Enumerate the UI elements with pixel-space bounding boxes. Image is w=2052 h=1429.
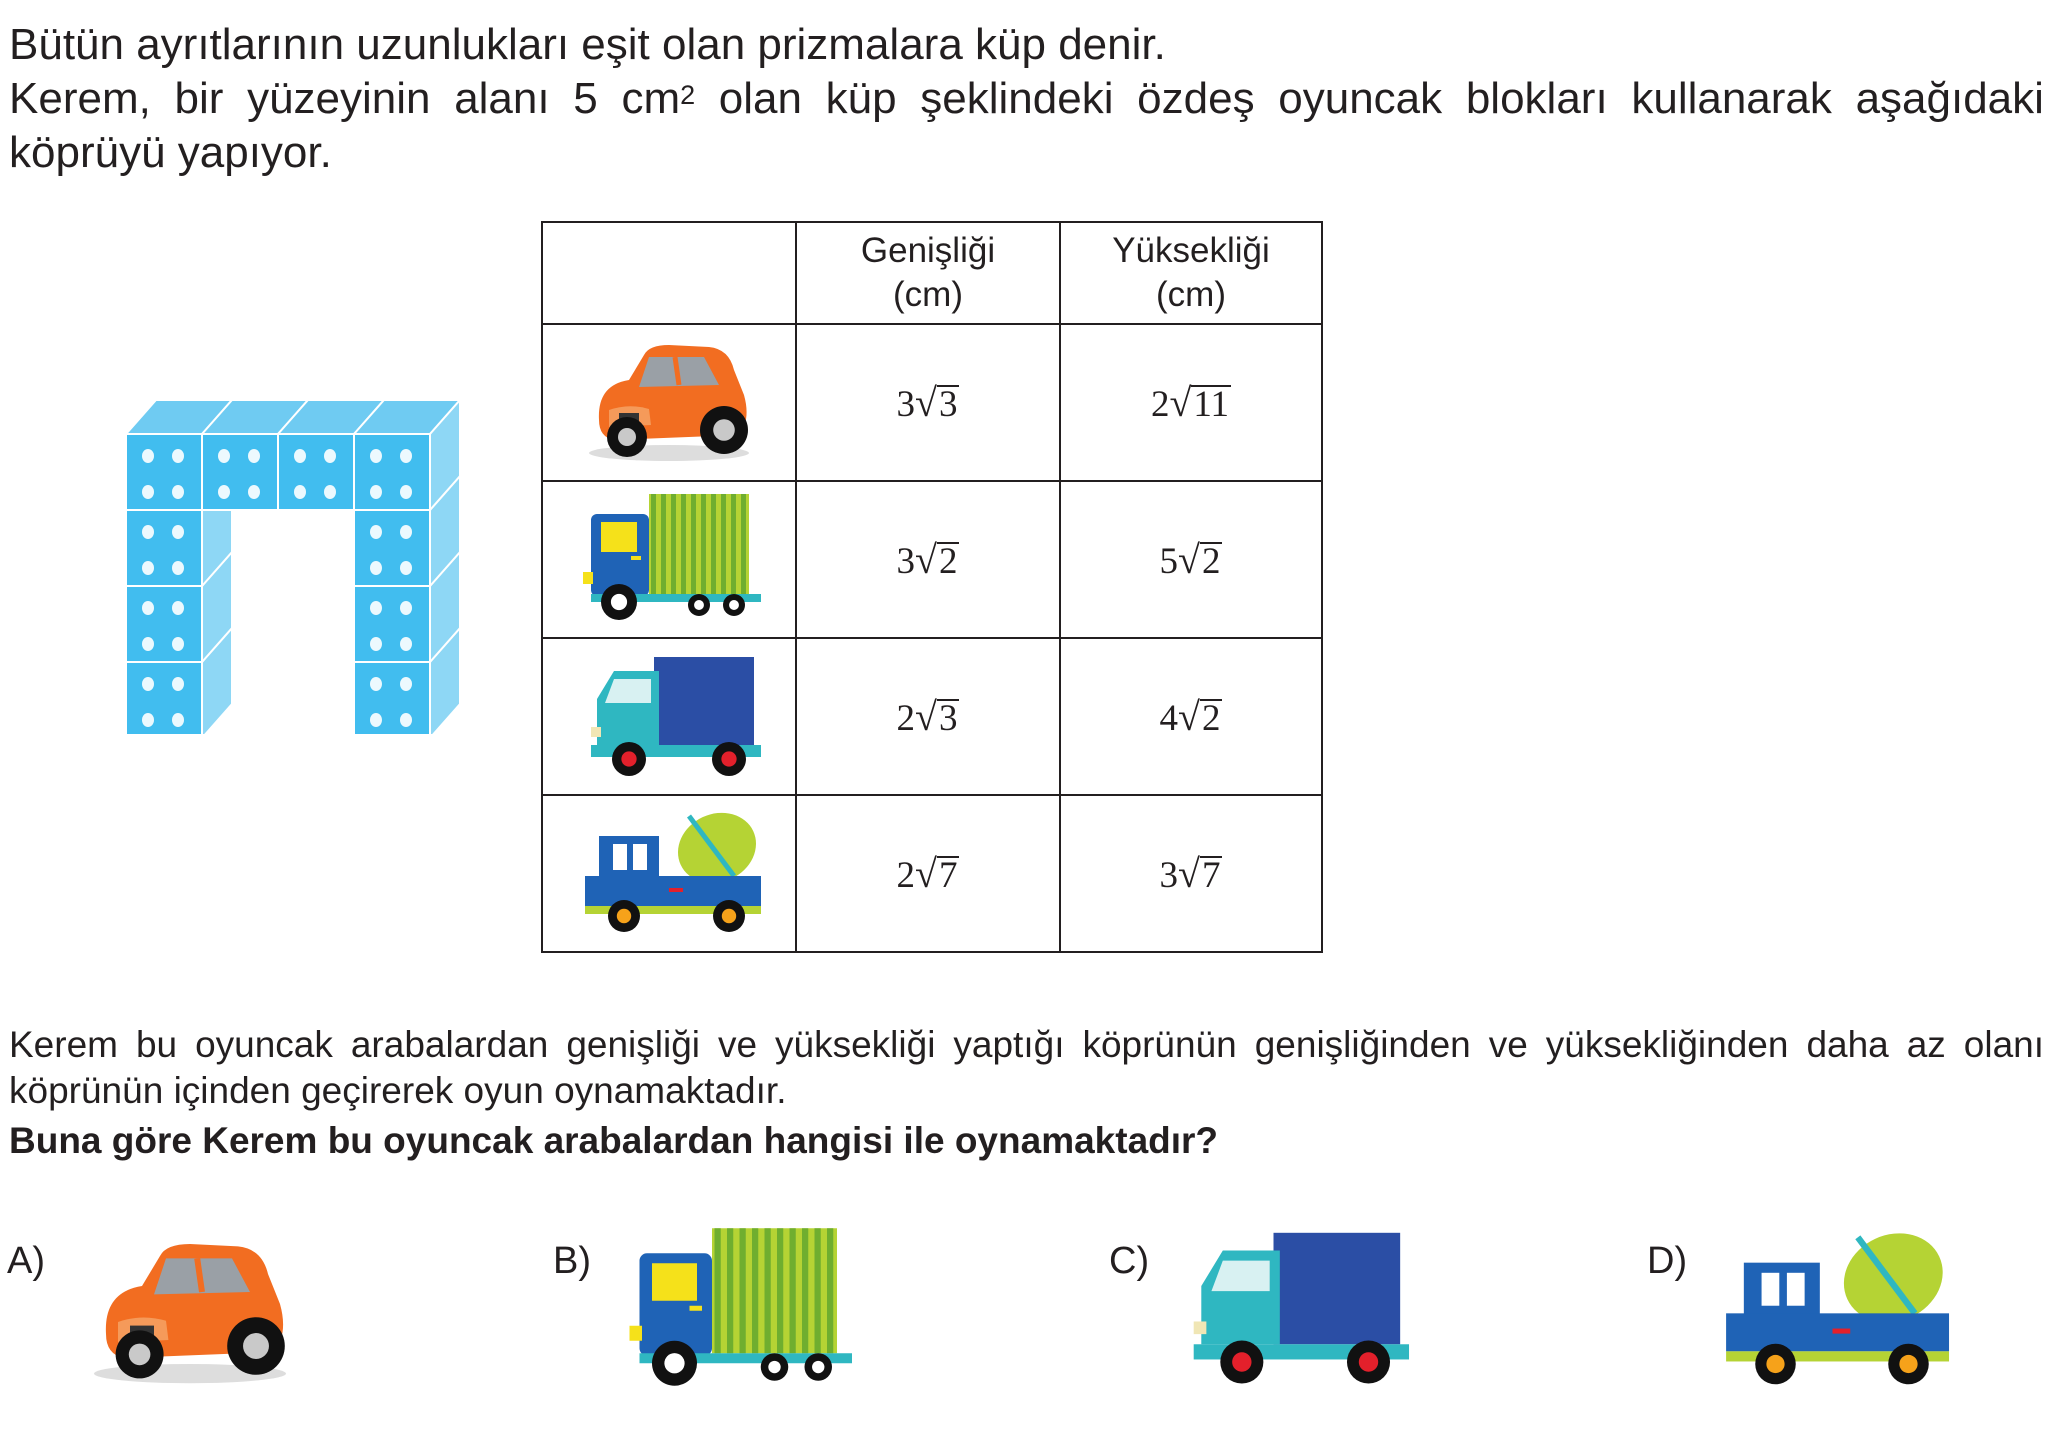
sqrt-sign: √	[1178, 851, 1200, 896]
width-value	[796, 324, 1060, 481]
orange-car-image	[569, 325, 769, 475]
coefficient: 3	[896, 384, 916, 425]
table-row	[542, 324, 1322, 481]
radicand: 2	[1201, 541, 1221, 582]
height-value	[1060, 795, 1322, 952]
question-word: arabalardan	[350, 1024, 549, 1065]
intro-line-2	[9, 72, 2044, 126]
vehicle-cell	[542, 324, 796, 481]
header-height-unit: (cm)	[1156, 275, 1226, 314]
header-height-label: Yüksekliği	[1112, 231, 1270, 270]
coefficient: 2	[896, 698, 916, 739]
intro-word: olan	[718, 74, 802, 123]
question-word: genişliği	[566, 1024, 701, 1065]
intro-line-3: köprüyü yapıyor.	[9, 128, 332, 177]
superscript: 2	[680, 80, 696, 110]
height-value	[1060, 481, 1322, 638]
question-word: yüksekliğinden	[1545, 1024, 1789, 1065]
sqrt-sign: √	[1178, 694, 1200, 739]
intro-word: özdeş	[1137, 74, 1255, 123]
intro-word: alanı	[454, 74, 550, 123]
table-row	[542, 481, 1322, 638]
vehicle-table	[541, 221, 1323, 953]
option-c-box-truck-image[interactable]	[1160, 1210, 1425, 1400]
coefficient: 2	[896, 855, 916, 896]
coefficient: 3	[896, 541, 916, 582]
question-word: köprünün	[1082, 1024, 1237, 1065]
option-b-striped-truck-image[interactable]	[612, 1212, 862, 1402]
option-d-label[interactable]: D)	[1647, 1240, 1688, 1282]
question-word: olanı	[1963, 1024, 2044, 1065]
sqrt-sign: √	[1169, 380, 1192, 425]
cube-bridge-image	[120, 388, 470, 734]
question-word: bu	[135, 1024, 178, 1065]
option-d-mixer-truck-image[interactable]	[1700, 1212, 1965, 1402]
intro-word: 5	[573, 74, 598, 123]
radicand: 3	[938, 698, 958, 739]
box-truck-image	[569, 639, 769, 789]
coefficient: 5	[1159, 541, 1179, 582]
header-width-unit: (cm)	[893, 275, 963, 314]
width-value	[796, 481, 1060, 638]
intro-word: Kerem,	[9, 74, 151, 123]
sqrt-sign: √	[915, 851, 937, 896]
intro-word: blokları	[1465, 74, 1608, 123]
intro-word: cm	[621, 74, 681, 123]
vehicle-cell	[542, 638, 796, 795]
intro-word: şeklindeki	[920, 74, 1114, 123]
radicand: 2	[1201, 698, 1221, 739]
sqrt-sign: √	[915, 537, 937, 582]
coefficient: 3	[1159, 855, 1179, 896]
table-row	[542, 795, 1322, 952]
radicand: 7	[938, 855, 958, 896]
coefficient: 2	[1150, 384, 1170, 425]
vehicle-cell	[542, 795, 796, 952]
striped-truck-image	[569, 482, 769, 632]
radicand: 11	[1193, 384, 1230, 425]
option-b-label[interactable]: B)	[553, 1240, 591, 1282]
header-width	[796, 222, 1060, 324]
option-c-label[interactable]: C)	[1109, 1240, 1150, 1282]
option-a-orange-car-image[interactable]	[60, 1220, 320, 1400]
intro-word: bir	[174, 74, 224, 123]
header-empty-cell	[542, 222, 796, 324]
option-a-label[interactable]: A)	[7, 1240, 45, 1282]
radicand: 7	[1201, 855, 1221, 896]
radicand: 3	[938, 384, 958, 425]
vehicle-cell	[542, 481, 796, 638]
question-word: ve	[1488, 1024, 1528, 1065]
width-value	[796, 638, 1060, 795]
coefficient: 4	[1159, 698, 1179, 739]
intro-word: kullanarak	[1631, 74, 1832, 123]
header-width-label: Genişliği	[860, 231, 996, 270]
radicand: 2	[938, 541, 958, 582]
question-prompt: Buna göre Kerem bu oyuncak arabalardan hangisi ile oynamaktadır?	[9, 1120, 1219, 1161]
mixer-truck-image	[569, 796, 769, 946]
table-header-row	[542, 222, 1322, 324]
intro-word: aşağıdaki	[1855, 74, 2044, 123]
question-word: oyuncak	[195, 1024, 333, 1065]
question-word: ve	[717, 1024, 758, 1065]
sqrt-sign: √	[1178, 537, 1200, 582]
question-word: genişliğinden	[1254, 1024, 1471, 1065]
intro-word: küp	[825, 74, 897, 123]
intro-line-1: Bütün ayrıtlarının uzunlukları eşit olan prizmalara küp denir.	[9, 20, 1166, 69]
table-row	[542, 638, 1322, 795]
question-line-1	[9, 1022, 2044, 1068]
intro-unit	[621, 72, 695, 126]
header-height	[1060, 222, 1322, 324]
question-line-2: köprünün içinden geçirerek oyun oynamaktadır.	[9, 1070, 787, 1111]
question-word: Kerem	[9, 1024, 118, 1065]
intro-word: yüzeyinin	[247, 74, 431, 123]
width-value	[796, 795, 1060, 952]
question-word: daha	[1806, 1024, 1889, 1065]
question-word: az	[1906, 1024, 1946, 1065]
height-value	[1060, 324, 1322, 481]
sqrt-sign: √	[915, 694, 937, 739]
height-value	[1060, 638, 1322, 795]
question-word: yaptığı	[953, 1024, 1065, 1065]
sqrt-sign: √	[915, 380, 937, 425]
intro-word: oyuncak	[1278, 74, 1443, 123]
question-word: yüksekliği	[775, 1024, 936, 1065]
